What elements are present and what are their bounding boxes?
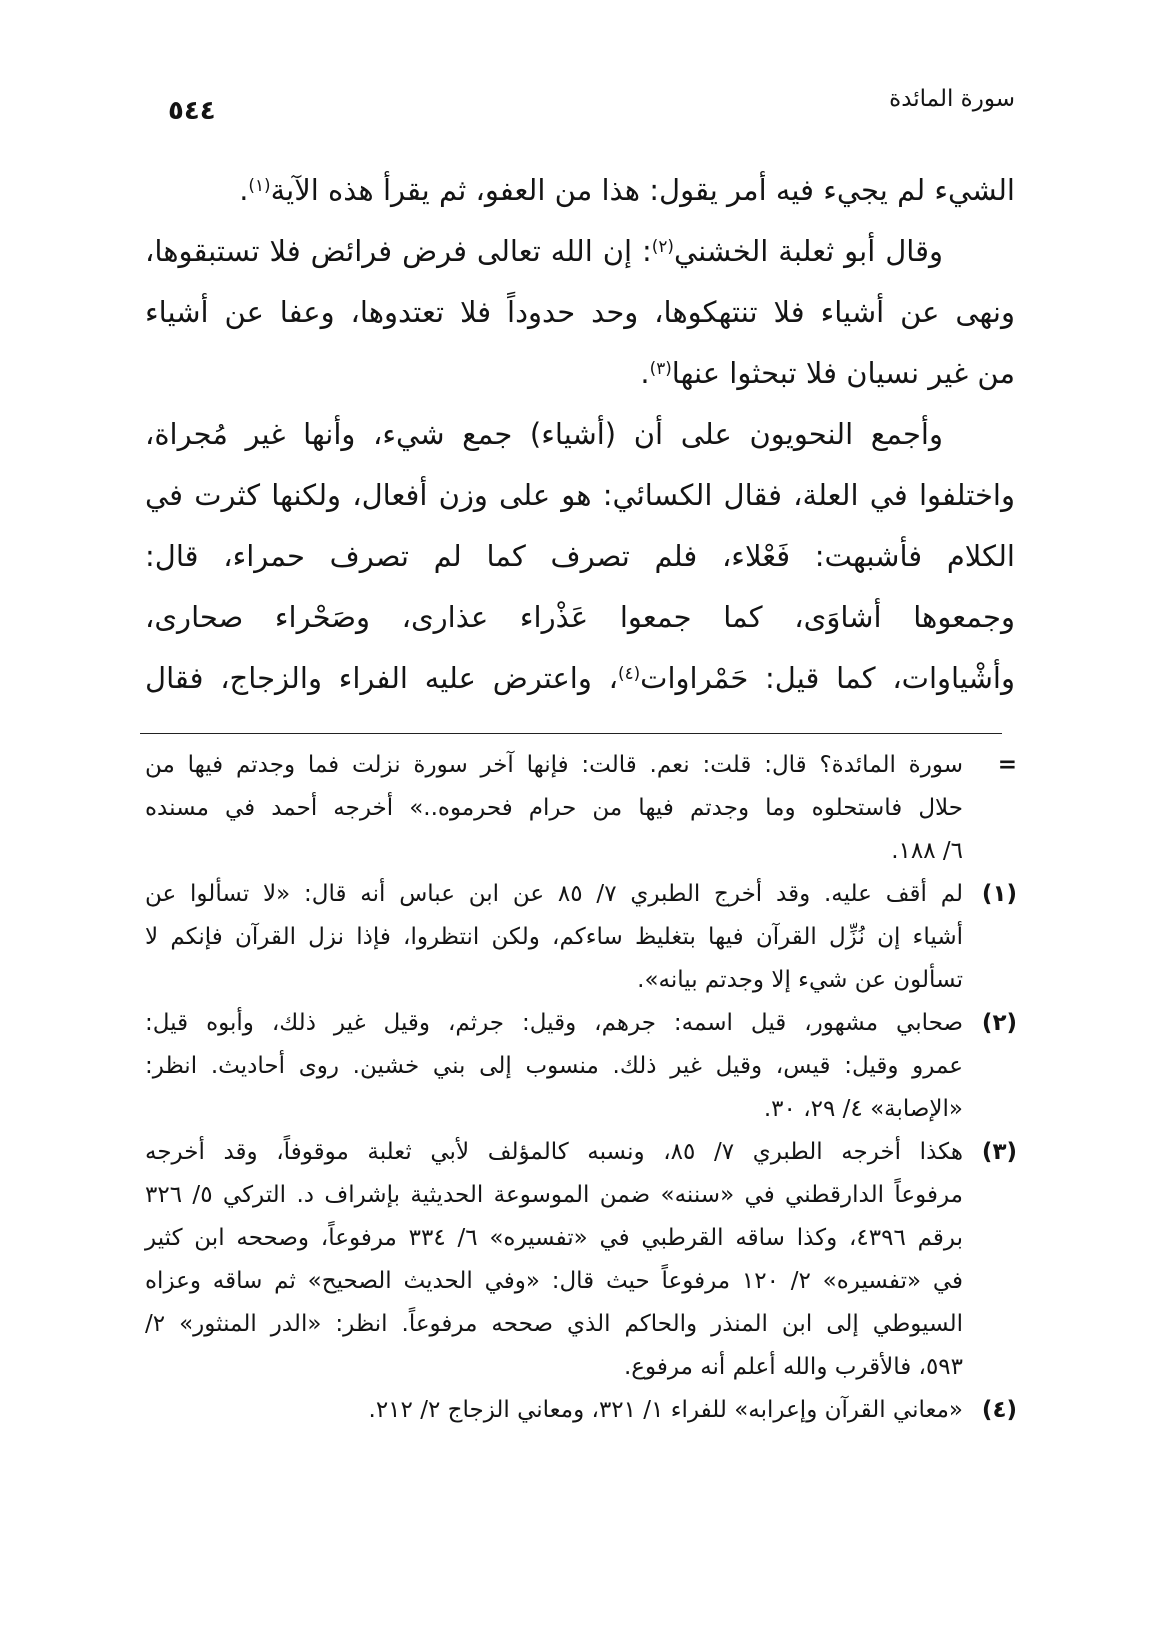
footnote-line [145, 873, 963, 916]
line-text: وأجمع النحويون على أن (أشياء) جمع شيء، وأنها غير مُجراة، [145, 417, 943, 451]
footnote [145, 1131, 1017, 1389]
line-text: الشيء لم يجيء فيه أمر يقول: هذا من العفو، ثم يقرأ هذه الآية [270, 173, 1015, 207]
line-content: تسألون عن شيء إلا وجدتم بيانه». [637, 967, 963, 993]
footnote [145, 744, 1017, 873]
line-content: حلال فاستحلوه وما وجدتم فيها من حرام فحرموه..» أخرجه أحمد في مسنده [145, 795, 963, 821]
footnote-line [145, 1174, 963, 1217]
footnote-line [145, 830, 963, 873]
main-text-line [145, 648, 1015, 709]
footnote-line [145, 1088, 963, 1131]
line-content: لم أقف عليه. وقد أخرج الطبري ٧/ ٨٥ عن ابن عباس أنه قال: «لا تسألوا عن [145, 881, 964, 907]
footnote-line [145, 1045, 963, 1088]
line-content [145, 600, 1015, 634]
line-content: مرفوعاً الدارقطني في «سننه» ضمن الموسوعة الحديثية بإشراف د. التركي ٥/ ٣٢٦ [145, 1182, 963, 1208]
line-content: في «تفسيره» ٢/ ١٢٠ مرفوعاً حيث قال: «وفي الحديث الصحيح» ثم ساقه وعزاه [145, 1268, 963, 1294]
footnote-body [145, 1131, 963, 1389]
footnote-number: (١) [981, 881, 1017, 907]
line-content [145, 478, 1015, 512]
footnote-reference: (٤) [618, 662, 641, 683]
main-text-line [145, 160, 1015, 221]
line-content: «معاني القرآن وإعرابه» للفراء ١/ ٣٢١، ومعاني الزجاج ٢/ ٢١٢. [368, 1397, 963, 1423]
footnote-reference: (٣) [649, 357, 672, 378]
footnote [145, 1389, 1017, 1432]
footnote-body [145, 1002, 963, 1131]
footnote-line [145, 1260, 963, 1303]
main-text-line [145, 221, 1015, 282]
line-text: ونهى عن أشياء فلا تنتهكوها، وحد حدوداً فلا تعتدوها، وعفا عن أشياء [145, 295, 1015, 329]
footnote-line [145, 1389, 963, 1432]
footnote-line [145, 787, 963, 830]
footnote-line [145, 1002, 963, 1045]
line-text: وقال أبو ثعلبة الخشني [673, 234, 944, 268]
line-content [640, 356, 1015, 390]
footnote-body [145, 1389, 963, 1432]
footnote-number: (٣) [981, 1139, 1017, 1165]
line-text: : إن الله تعالى فرض فرائض فلا تستبقوها، [145, 234, 652, 268]
line-content: السيوطي إلى ابن المنذر والحاكم الذي صححه مرفوعاً. انظر: «الدر المنثور» ٢/ [145, 1311, 963, 1337]
line-content: صحابي مشهور، قيل اسمه: جرهم، وقيل: جرثم، وقيل غير ذلك، وأبوه قيل: [145, 1010, 963, 1036]
line-text: . [640, 356, 650, 390]
line-text: . [239, 173, 249, 207]
line-text: ، واعترض عليه الفراء والزجاج، فقال [145, 661, 618, 695]
footnote-line [145, 916, 963, 959]
line-text: وأشْياوات، كما قيل: حَمْراوات [640, 661, 1015, 695]
footnote-body [145, 873, 963, 1002]
main-text-line [145, 282, 1015, 343]
running-title: سورة المائدة [889, 86, 1015, 112]
footnotes [145, 744, 1017, 1432]
line-content [145, 539, 1015, 573]
line-content: ٥٩٣، فالأقرب والله أعلم أنه مرفوع. [623, 1354, 963, 1380]
footnote-reference: (٢) [651, 235, 674, 256]
footnote-number: = [997, 752, 1017, 778]
footnote [145, 873, 1017, 1002]
main-text-line [145, 526, 1015, 587]
footnote-line [145, 1303, 963, 1346]
line-content: سورة المائدة؟ قال: قلت: نعم. قالت: فإنها آخر سورة نزلت فما وجدتم فيها من [145, 752, 963, 778]
line-text: من غير نسيان فلا تبحثوا عنها [671, 356, 1015, 390]
footnote-line [145, 1346, 963, 1389]
line-content [145, 417, 943, 451]
line-content: أشياء إن نُزِّل القرآن فيها بتغليظ ساءكم، ولكن انتظروا، فإذا نزل القرآن فإنكم لا [145, 924, 963, 950]
footnote-line [145, 1131, 963, 1174]
footnote [145, 1002, 1017, 1131]
page-number: ٥٤٤ [168, 96, 216, 126]
line-content [145, 295, 1015, 329]
footnote-line [145, 959, 963, 1002]
main-text-line [145, 343, 1015, 404]
footnote-line [145, 744, 963, 787]
line-content [145, 661, 1015, 695]
line-content: ٦/ ١٨٨. [891, 838, 963, 864]
footnote-reference: (١) [248, 174, 271, 195]
main-text-line [145, 587, 1015, 648]
line-text: واختلفوا في العلة، فقال الكسائي: هو على وزن أفعال، ولكنها كثرت في [145, 478, 1015, 512]
line-text: وجمعوها أشاوَى، كما جمعوا عَذْراء عذارى، وصَحْراء صحارى، [145, 600, 1015, 634]
footnote-number: (٢) [981, 1010, 1017, 1036]
main-text [145, 160, 1015, 709]
line-content: عمرو وقيل: قيس، وقيل غير ذلك. منسوب إلى بني خشين. روى أحاديث. انظر: [145, 1053, 963, 1079]
footnote-number: (٤) [981, 1397, 1017, 1423]
line-content: «الإصابة» ٤/ ٢٩، ٣٠. [763, 1096, 963, 1122]
footnote-body [145, 744, 963, 873]
footnote-separator [140, 733, 1002, 734]
line-content: هكذا أخرجه الطبري ٧/ ٨٥، ونسبه كالمؤلف لأبي ثعلبة موقوفاً، وقد أخرجه [145, 1139, 963, 1165]
line-content [239, 173, 1015, 207]
line-content: برقم ٤٣٩٦، وكذا ساقه القرطبي في «تفسيره» ٦/ ٣٣٤ مرفوعاً، وصححه ابن كثير [145, 1225, 963, 1251]
line-content [145, 234, 943, 268]
line-text: الكلام فأشبهت: فَعْلاء، فلم تصرف كما لم تصرف حمراء، قال: [145, 539, 1015, 573]
main-text-line [145, 404, 1015, 465]
footnote-line [145, 1217, 963, 1260]
main-text-line [145, 465, 1015, 526]
